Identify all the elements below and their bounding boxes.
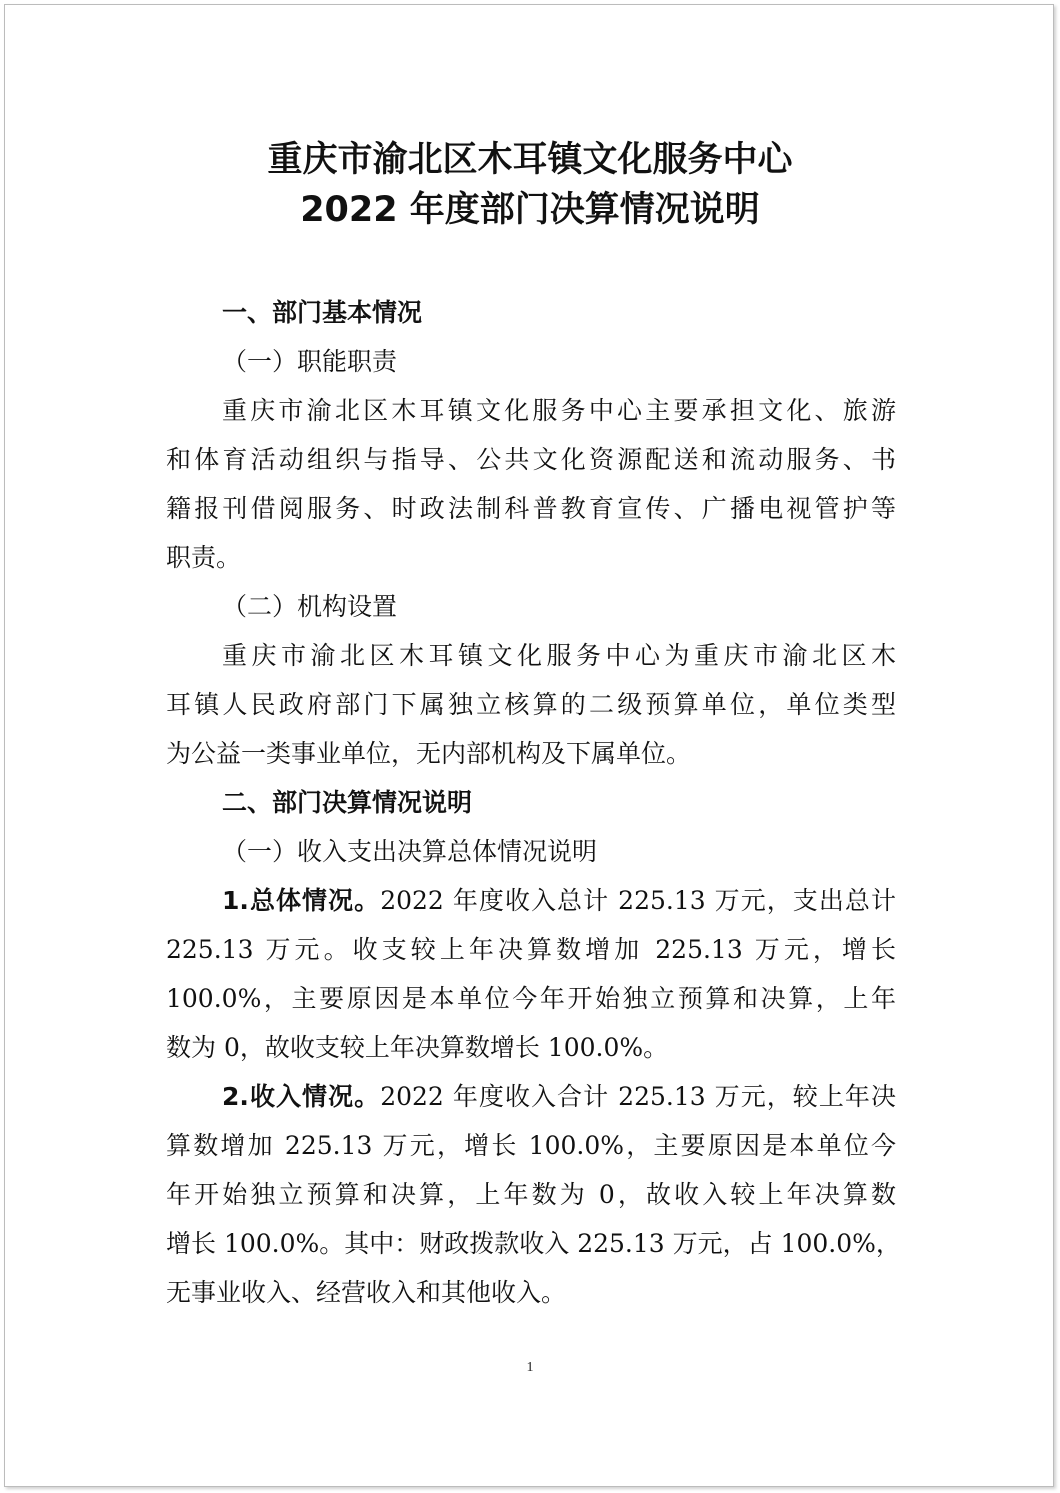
section2-heading: 二、部门决算情况说明 xyxy=(222,788,473,817)
section1-sub1-heading: （一）职能职责 xyxy=(222,347,398,376)
page-number: 1 xyxy=(526,1360,534,1375)
paragraph-line: 数为 0，故收支较上年决算数增长 100.0%。 xyxy=(166,1033,669,1062)
paragraph-line: 耳镇人民政府部门下属独立核算的二级预算单位，单位类型 xyxy=(166,690,896,719)
paragraph-line: 无事业收入、经营收入和其他收入。 xyxy=(166,1278,567,1307)
para2-line1-rest: 2022 年度收入合计 225.13 万元，较上年决 xyxy=(380,1082,896,1111)
paragraph-line: 225.13 万元。收支较上年决算数增加 225.13 万元，增长 xyxy=(166,935,896,964)
document-title-line1: 重庆市渝北区木耳镇文化服务中心 xyxy=(267,140,793,180)
paragraph-line xyxy=(166,876,896,925)
paragraph-line: 算数增加 225.13 万元，增长 100.0%，主要原因是本单位今 xyxy=(166,1131,896,1160)
paragraph-line: 重庆市渝北区木耳镇文化服务中心主要承担文化、旅游 xyxy=(222,396,896,425)
paragraph-line: 籍报刊借阅服务、时政法制科普教育宣传、广播电视管护等 xyxy=(166,494,896,523)
paragraph-line: 职责。 xyxy=(166,543,242,572)
para2-lead: 2.收入情况。 xyxy=(222,1082,381,1111)
section1-sub2-heading: （二）机构设置 xyxy=(222,592,398,621)
paragraph-line: 年开始独立预算和决算，上年数为 0，故收入较上年决算数 xyxy=(166,1180,896,1209)
paragraph-line: 100.0%，主要原因是本单位今年开始独立预算和决算，上年 xyxy=(166,984,896,1013)
section1-heading: 一、部门基本情况 xyxy=(222,298,423,327)
paragraph-line: 和体育活动组织与指导、公共文化资源配送和流动服务、书 xyxy=(166,445,896,474)
para1-lead: 1.总体情况。 xyxy=(222,886,381,915)
paragraph-line: 为公益一类事业单位，无内部机构及下属单位。 xyxy=(166,739,692,768)
document-title-line2: 2022 年度部门决算情况说明 xyxy=(300,190,760,230)
section2-sub1-heading: （一）收入支出决算总体情况说明 xyxy=(222,837,598,866)
paragraph-line: 增长 100.0%。其中：财政拨款收入 225.13 万元，占 100.0%， xyxy=(166,1229,901,1258)
paragraph-line: 重庆市渝北区木耳镇文化服务中心为重庆市渝北区木 xyxy=(222,641,896,670)
para1-line1-rest: 2022 年度收入总计 225.13 万元，支出总计 xyxy=(380,886,896,915)
paragraph-line xyxy=(166,1072,896,1121)
